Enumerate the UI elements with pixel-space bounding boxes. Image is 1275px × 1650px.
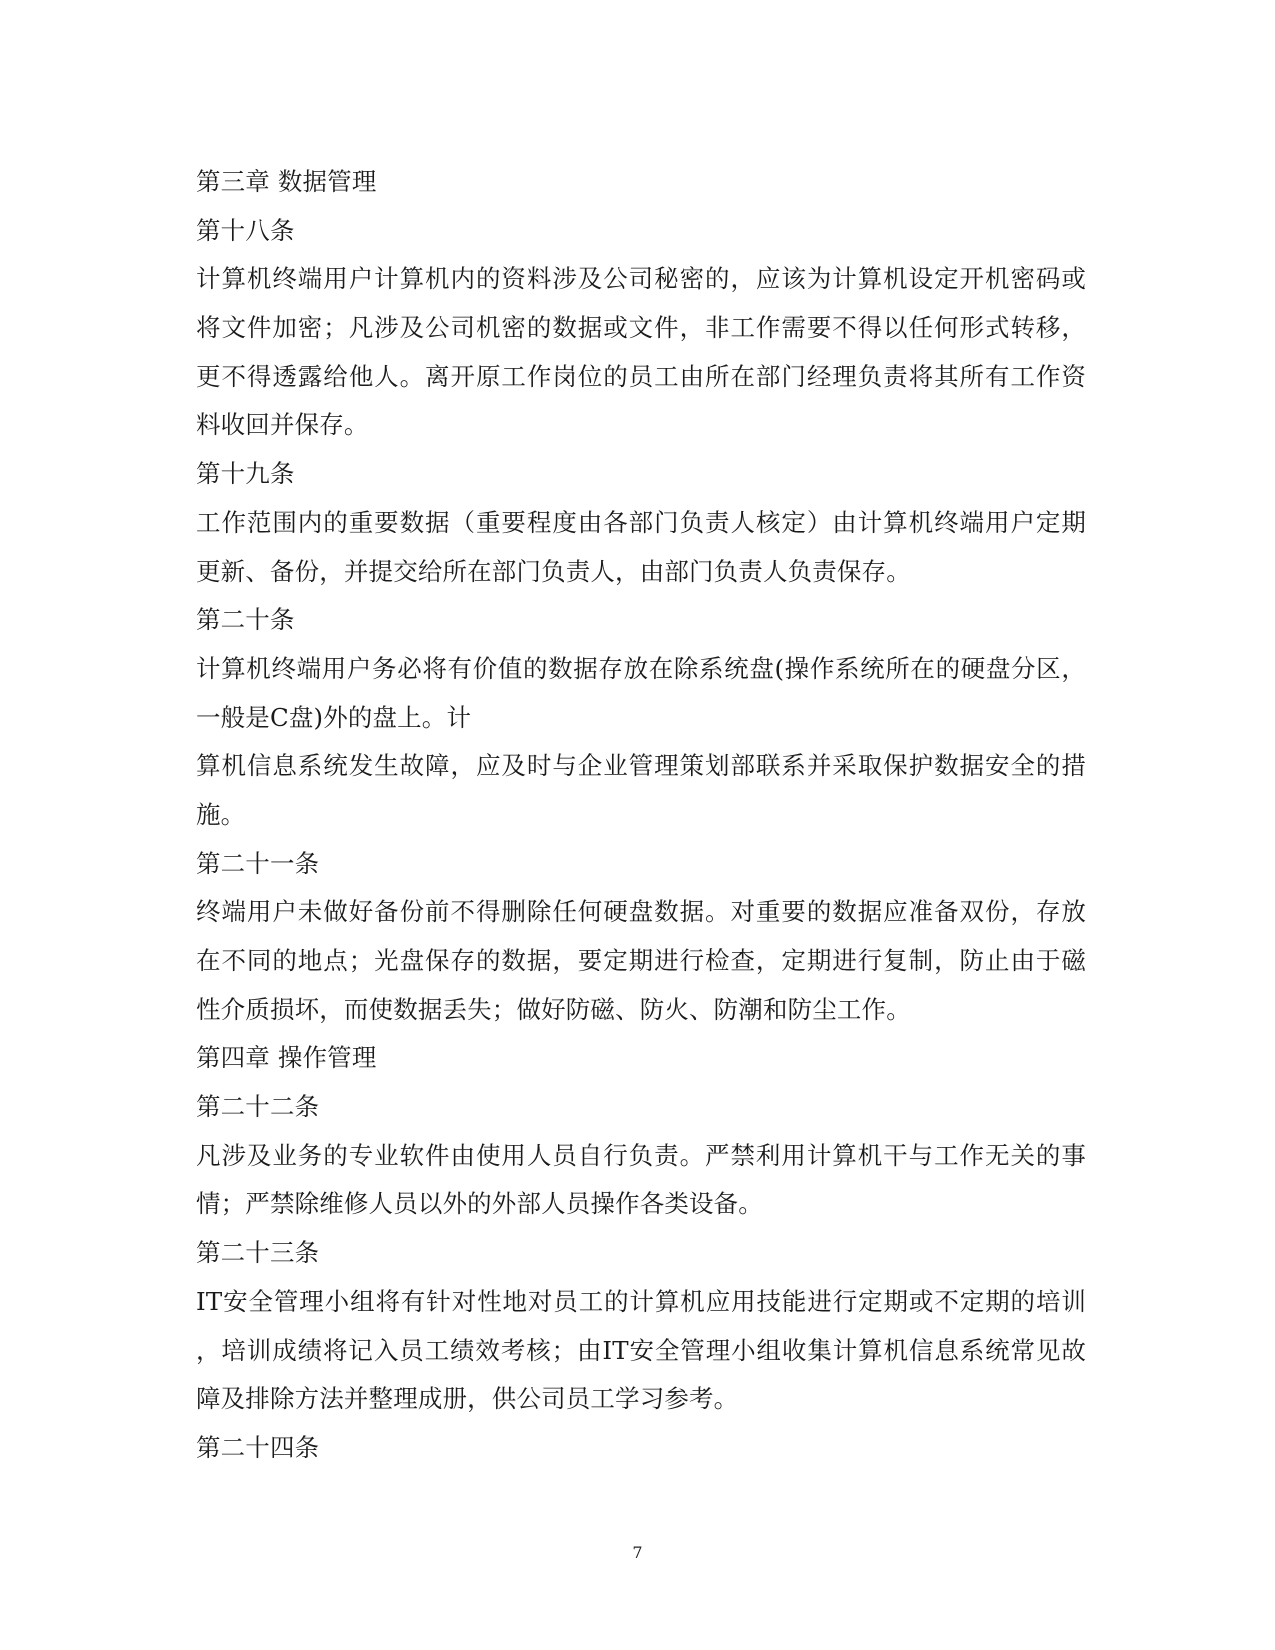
paragraph-line: 将文件加密；凡涉及公司机密的数据或文件，非工作需要不得以任何形式转移， [196,313,1086,343]
document-body [196,158,1086,1473]
article-heading: 第二十四条 [196,1432,320,1462]
article-heading: 第二十条 [196,605,295,635]
paragraph-line: 性介质损坏，而使数据丢失；做好防磁、防火、防潮和防尘工作。 [196,994,911,1024]
article-heading: 第二十三条 [196,1238,320,1268]
paragraph-line: 情；严禁除维修人员以外的外部人员操作各类设备。 [196,1189,763,1219]
page-number: 7 [632,1543,643,1562]
paragraph-line: 计算机终端用户务必将有价值的数据存放在除系统盘(操作系统所在的硬盘分区， [196,653,1086,683]
paragraph-line: 一般是C盘)外的盘上。计 [196,702,472,732]
paragraph-line: 障及排除方法并整理成册，供公司员工学习参考。 [196,1384,739,1414]
paragraph-line: 工作范围内的重要数据（重要程度由各部门负责人核定）由计算机终端用户定期 [196,507,1086,537]
chapter-heading: 第三章 数据管理 [196,167,377,196]
paragraph-line: 凡涉及业务的专业软件由使用人员自行负责。严禁利用计算机干与工作无关的事 [196,1140,1086,1170]
article-heading: 第十九条 [196,459,295,489]
paragraph-line: IT安全管理小组将有针对性地对员工的计算机应用技能进行定期或不定期的培训 [196,1286,1086,1316]
chapter-heading: 第四章 操作管理 [196,1043,377,1073]
article-heading: 第十八条 [196,215,295,245]
paragraph-line: 更新、备份，并提交给所在部门负责人，由部门负责人负责保存。 [196,556,911,586]
paragraph-line: 料收回并保存。 [196,410,369,440]
paragraph-line: 终端用户未做好备份前不得删除任何硬盘数据。对重要的数据应准备双份，存放 [196,897,1086,927]
paragraph-line: ，培训成绩将记入员工绩效考核；由IT安全管理小组收集计算机信息系统常见故 [196,1335,1086,1365]
article-heading: 第二十二条 [196,1092,320,1122]
paragraph-line: 施。 [196,799,246,829]
article-heading: 第二十一条 [196,848,320,878]
paragraph-line: 在不同的地点；光盘保存的数据，要定期进行检查，定期进行复制，防止由于磁 [196,946,1086,975]
paragraph-line: 算机信息系统发生故障，应及时与企业管理策划部联系并采取保护数据安全的措 [196,751,1086,781]
paragraph-line: 计算机终端用户计算机内的资料涉及公司秘密的，应该为计算机设定开机密码或 [196,264,1086,294]
paragraph-line: 更不得透露给他人。离开原工作岗位的员工由所在部门经理负责将其所有工作资 [196,361,1086,391]
